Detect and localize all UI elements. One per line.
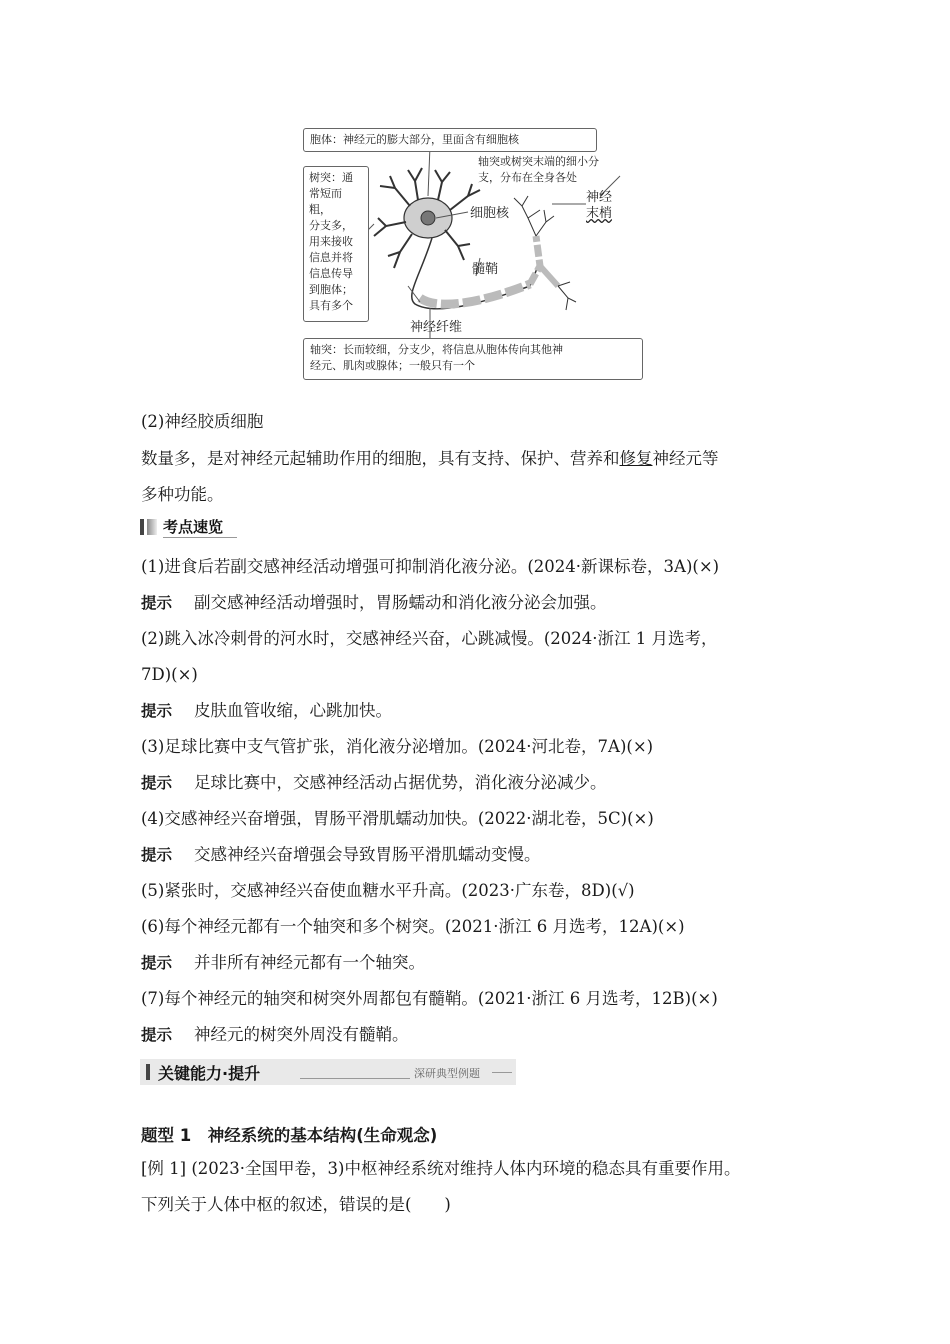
hint-text: 皮肤血管收缩，心跳加快。 (194, 701, 393, 720)
terminal-desc-line: 支，分布在全身各处 (478, 171, 577, 184)
item-hint (141, 844, 541, 866)
item-hint (141, 772, 607, 794)
glial-underlined: 修复 (619, 449, 653, 468)
section-subtitle: 深研典型例题 (414, 1067, 480, 1080)
dendrite-callout (303, 166, 369, 322)
terminal-description (478, 154, 599, 186)
hint-label: 提示 (141, 1026, 173, 1044)
myelin-label: 髓鞘 (472, 262, 499, 277)
section-rule (492, 1072, 512, 1073)
dendrite-line: 分支多， (309, 219, 353, 232)
dendrite-line: 常短而粗， (309, 187, 342, 216)
section-quick-review (140, 516, 237, 538)
item-question: (7)每个神经元的轴突和树突外周都包有髓鞘。(2021·浙江 6 月选考，12B)(×) (141, 989, 718, 1008)
nerve-ending-label (586, 190, 612, 222)
section-rule (300, 1078, 410, 1079)
hint-text: 神经元的树突外周没有髓鞘。 (194, 1025, 409, 1044)
example-line: 下列关于人体中枢的叙述，错误的是( ) (141, 1195, 451, 1214)
item-question: (6)每个神经元都有一个轴突和多个树突。(2021·浙江 6 月选考，12A)(×) (141, 917, 685, 936)
item-question: (3)足球比赛中支气管扩张，消化液分泌增加。(2024·河北卷，7A)(×) (141, 737, 654, 756)
glial-text-end: 神经元等 (652, 449, 719, 468)
hint-label: 提示 (141, 702, 173, 720)
dendrite-line: 到胞体； (309, 283, 353, 296)
axon-line: 轴突：长而较细，分支少，将信息从胞体传向其他神 (310, 343, 563, 356)
section-title: 关键能力·提升 (158, 1063, 261, 1083)
item-hint (141, 952, 425, 974)
item-question-cont: 7D)(×) (141, 665, 198, 684)
hint-label: 提示 (141, 954, 173, 972)
nucleus-label: 细胞核 (470, 206, 510, 221)
nerve-fiber-label: 神经纤维 (410, 320, 463, 335)
dendrite-line: 信息传导 (309, 267, 353, 280)
nerve-ending-line: 神经 (586, 190, 613, 205)
hint-label: 提示 (141, 594, 173, 612)
hint-text: 交感神经兴奋增强会导致胃肠平滑肌蠕动变慢。 (194, 845, 541, 864)
item-hint (141, 592, 607, 614)
section-gradient-icon (147, 519, 157, 535)
hint-label: 提示 (141, 774, 173, 792)
neuron-figure (300, 126, 648, 382)
section-marker-icon (140, 519, 144, 535)
section-marker-icon (146, 1064, 150, 1080)
soma-callout-text: 胞体：神经元的膨大部分，里面含有细胞核 (310, 133, 519, 146)
hint-label: 提示 (141, 846, 173, 864)
hint-text: 副交感神经活动增强时，胃肠蠕动和消化液分泌会加强。 (194, 593, 607, 612)
item-question: (5)紧张时，交感神经兴奋使血糖水平升高。(2023·广东卷，8D)(√) (141, 881, 635, 900)
dendrite-line: 信息并将 (309, 251, 353, 264)
glial-paragraph (141, 448, 719, 470)
subheading-glial: (2)神经胶质细胞 (141, 412, 264, 431)
item-question: (4)交感神经兴奋增强，胃肠平滑肌蠕动加快。(2022·湖北卷，5C)(×) (141, 809, 654, 828)
dendrite-line: 用来接收 (309, 235, 353, 248)
item-hint (141, 1024, 409, 1046)
terminal-desc-line: 轴突或树突末端的细小分 (478, 155, 599, 168)
hint-text: 并非所有神经元都有一个轴突。 (194, 953, 426, 972)
example-line: [例 1] (2023·全国甲卷，3)中枢神经系统对维持人体内环境的稳态具有重要作用。 (141, 1159, 741, 1178)
section-key-ability (140, 1059, 516, 1085)
item-hint (141, 700, 392, 722)
axon-callout (303, 338, 643, 380)
dendrite-line: 树突：通 (309, 171, 353, 184)
hint-text: 足球比赛中，交感神经活动占据优势，消化液分泌减少。 (194, 773, 607, 792)
glial-paragraph-end: 多种功能。 (141, 485, 224, 504)
nerve-ending-line: 末梢 (586, 206, 613, 221)
section-title: 考点速览 (163, 516, 237, 538)
item-question: (2)跳入冰冷刺骨的河水时，交感神经兴奋，心跳减慢。(2024·浙江 1 月选考， (141, 629, 718, 648)
question-type-heading: 题型 1 神经系统的基本结构(生命观念) (141, 1126, 438, 1145)
glial-text: 数量多，是对神经元起辅助作用的细胞，具有支持、保护、营养和 (141, 449, 620, 468)
axon-line: 经元、肌肉或腺体；一般只有一个 (310, 359, 475, 372)
item-question: (1)进食后若副交感神经活动增强可抑制消化液分泌。(2024·新课标卷，3A)(×) (141, 557, 720, 576)
soma-callout (303, 128, 597, 152)
dendrite-line: 具有多个 (309, 299, 353, 312)
